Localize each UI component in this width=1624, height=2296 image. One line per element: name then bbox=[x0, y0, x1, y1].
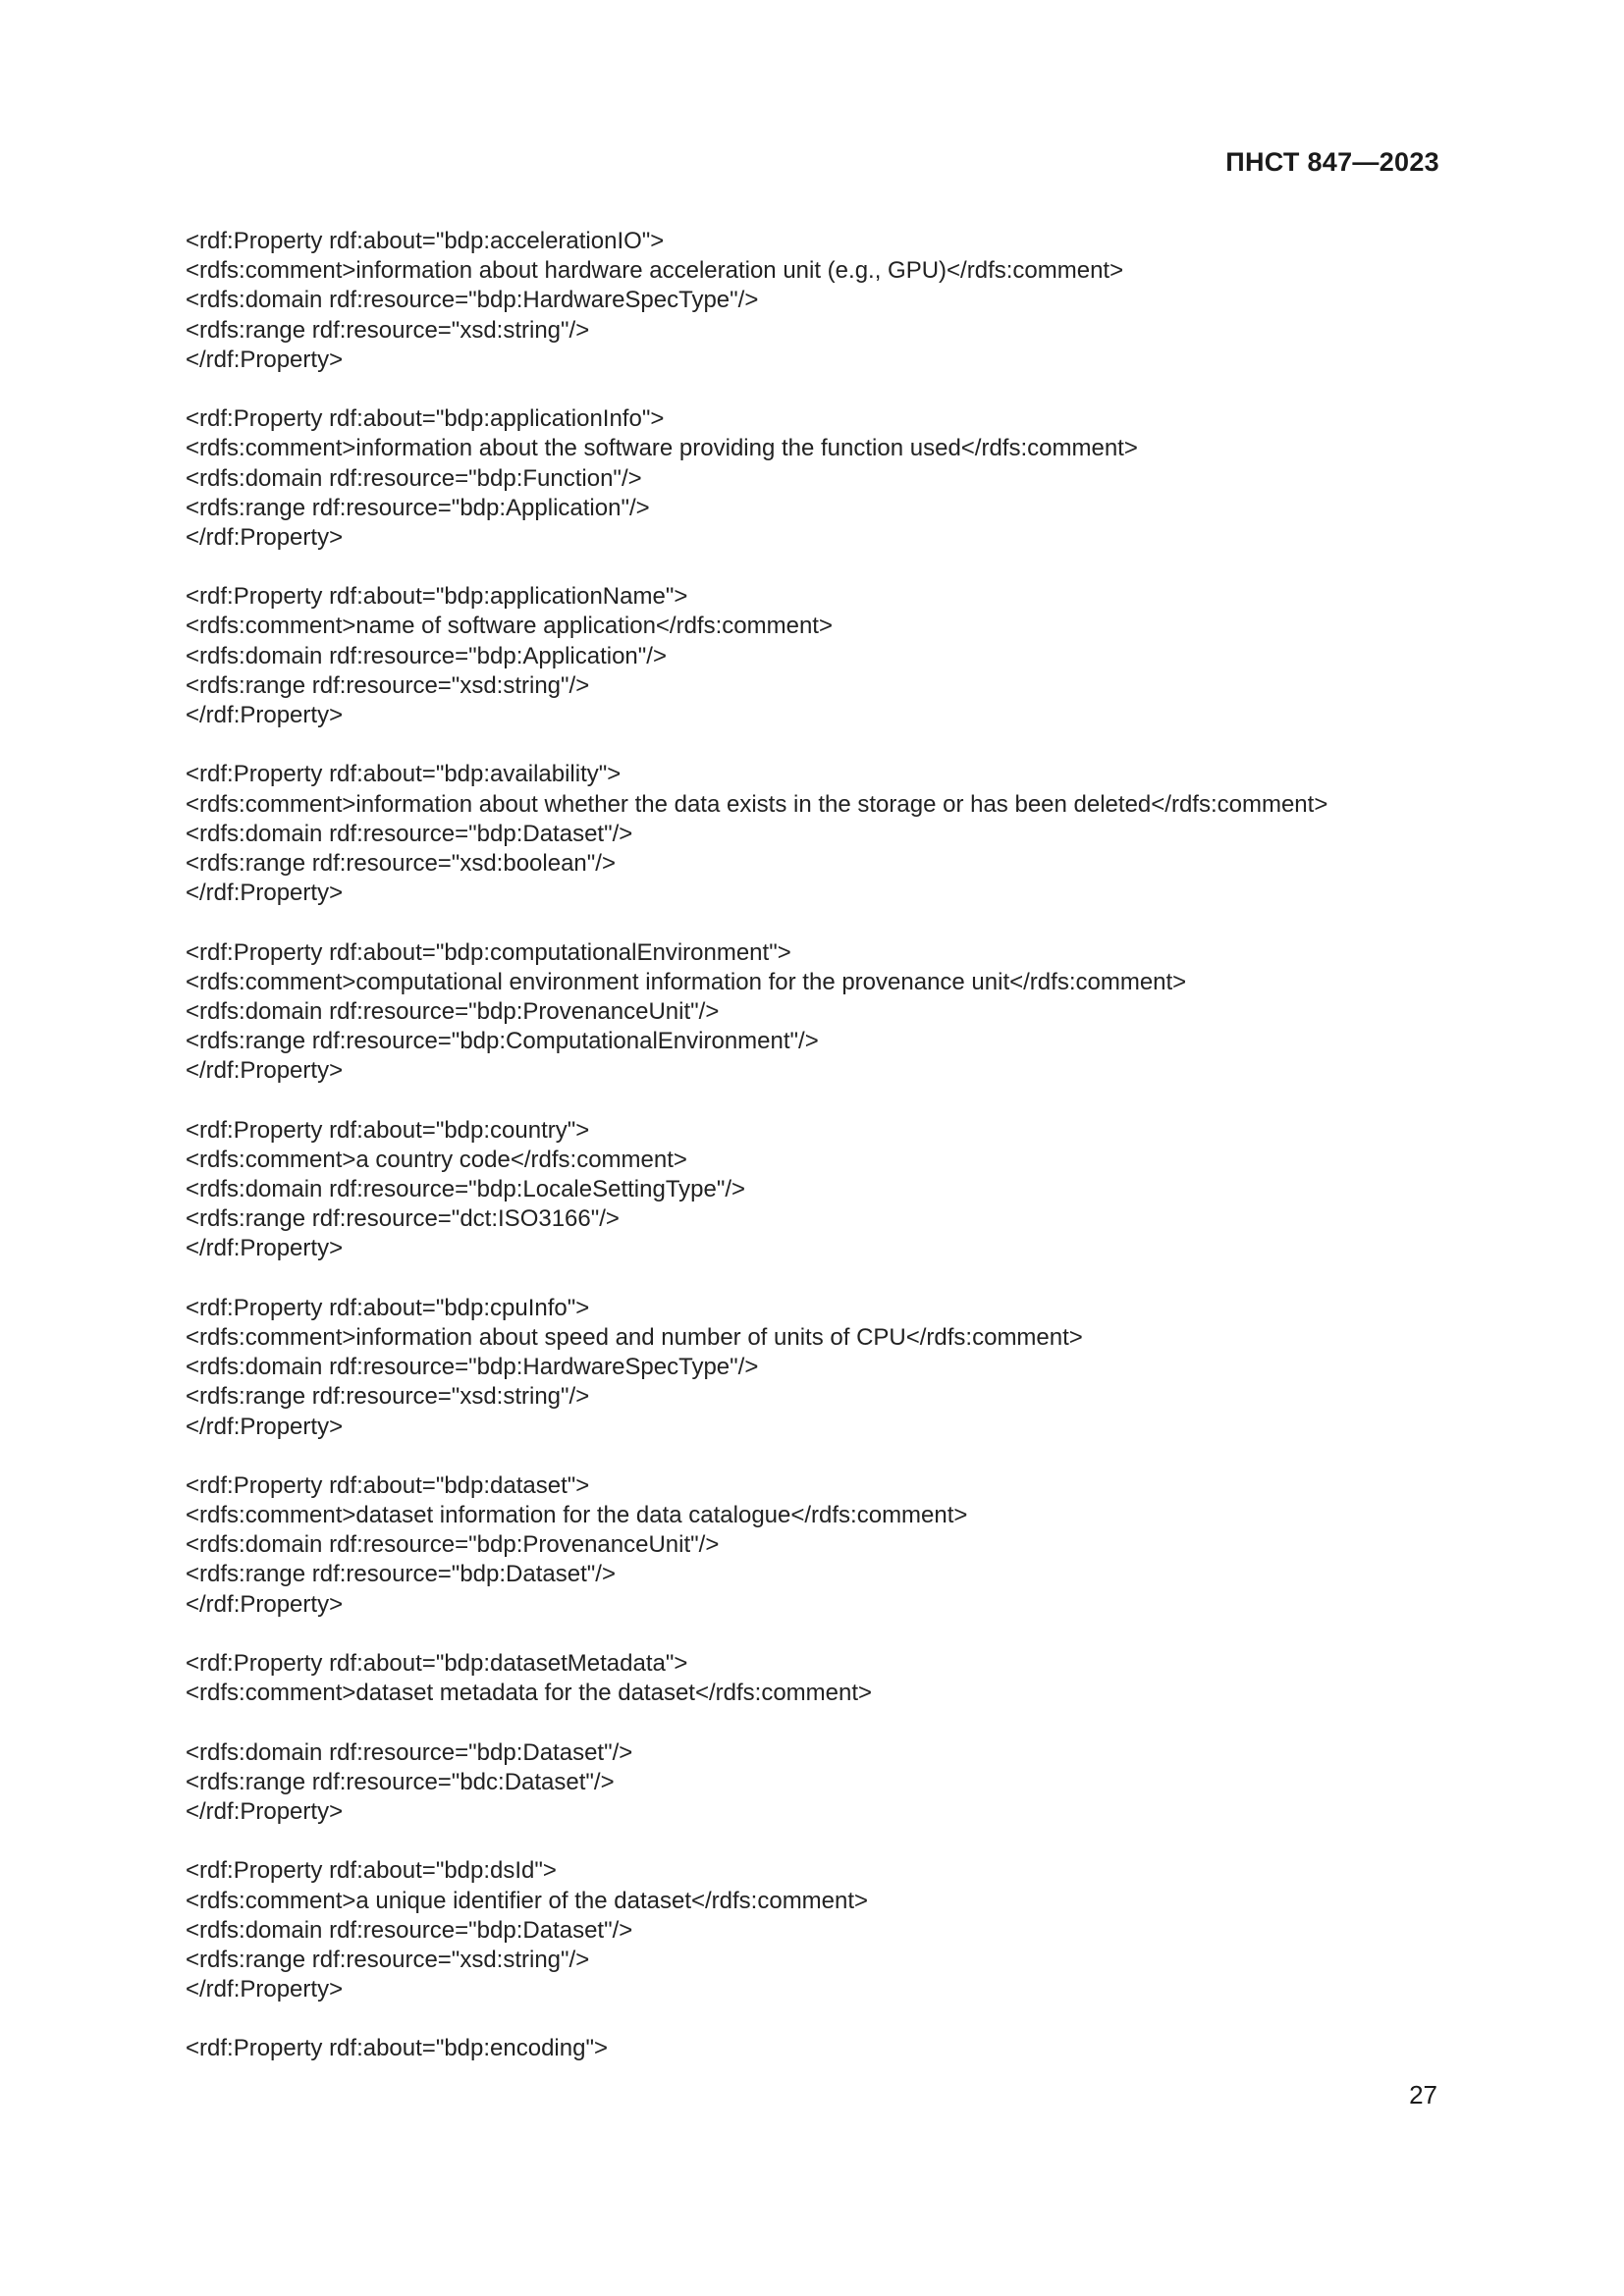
code-line: <rdfs:range rdf:resource="bdc:Dataset"/> bbox=[186, 1768, 615, 1795]
code-line: <rdfs:domain rdf:resource="bdp:LocaleSettingType"/> bbox=[186, 1176, 746, 1202]
blank-line bbox=[186, 1442, 1462, 1471]
code-line: <rdf:Property rdf:about="bdp:dataset"> bbox=[186, 1471, 590, 1499]
code-line: <rdfs:comment>information about hardware acceleration unit (e.g., GPU)</rdfs:comment> bbox=[186, 257, 1124, 285]
code-line: </rdf:Property> bbox=[186, 702, 344, 728]
code-line: <rdfs:range rdf:resource="xsd:string"/> bbox=[186, 671, 590, 699]
code-line: </rdf:Property> bbox=[186, 346, 344, 373]
code-line: <rdfs:comment>computational environment information for the provenance unit</rdfs:comment> bbox=[186, 968, 1187, 995]
code-line: <rdfs:domain rdf:resource="bdp:ProvenanceUnit"/> bbox=[186, 997, 720, 1025]
code-line: <rdfs:domain rdf:resource="bdp:Dataset"/> bbox=[186, 1738, 633, 1766]
code-line: </rdf:Property> bbox=[186, 1797, 344, 1825]
code-line: <rdfs:range rdf:resource="bdp:ComputationalEnvironment"/> bbox=[186, 1028, 819, 1055]
blank-line bbox=[186, 375, 1462, 404]
code-line: <rdfs:range rdf:resource="bdp:Dataset"/> bbox=[186, 1561, 616, 1588]
blank-line bbox=[186, 553, 1462, 582]
document-code-header: ПНСТ 847—2023 bbox=[1225, 147, 1439, 177]
code-line: <rdfs:range rdf:resource="bdp:Application"/> bbox=[186, 494, 650, 521]
code-line: <rdfs:domain rdf:resource="bdp:Function"/> bbox=[186, 464, 642, 492]
blank-line bbox=[186, 908, 1462, 937]
code-line: <rdf:Property rdf:about="bdp:country"> bbox=[186, 1116, 590, 1144]
code-line: <rdfs:comment>a unique identifier of the dataset</rdfs:comment> bbox=[186, 1887, 869, 1914]
code-line: <rdfs:comment>information about whether the data exists in the storage or has been deleted</rdfs:comment> bbox=[186, 790, 1328, 818]
code-line: </rdf:Property> bbox=[186, 1976, 344, 2003]
code-line: <rdfs:comment>information about speed and number of units of CPU</rdfs:comment> bbox=[186, 1323, 1083, 1351]
code-line: <rdf:Property rdf:about="bdp:applicationInfo"> bbox=[186, 405, 665, 433]
code-line: <rdf:Property rdf:about="bdp:encoding"> bbox=[186, 2035, 608, 2062]
code-line: <rdf:Property rdf:about="bdp:availability"> bbox=[186, 761, 622, 788]
code-line: <rdfs:domain rdf:resource="bdp:ProvenanceUnit"/> bbox=[186, 1531, 720, 1559]
blank-line bbox=[186, 1086, 1462, 1115]
code-line: <rdf:Property rdf:about="bdp:datasetMetadata"> bbox=[186, 1650, 688, 1677]
code-line: <rdf:Property rdf:about="bdp:cpuInfo"> bbox=[186, 1294, 590, 1321]
code-line: <rdfs:comment>dataset information for the data catalogue</rdfs:comment> bbox=[186, 1502, 968, 1529]
code-line: <rdfs:range rdf:resource="dct:ISO3166"/> bbox=[186, 1205, 620, 1233]
code-line: <rdfs:range rdf:resource="xsd:boolean"/> bbox=[186, 849, 616, 877]
code-line: <rdfs:comment>name of software application</rdfs:comment> bbox=[186, 613, 833, 640]
blank-line bbox=[186, 1827, 1462, 1856]
blank-line bbox=[186, 1620, 1462, 1649]
code-line: <rdf:Property rdf:about="bdp:applicationName"> bbox=[186, 583, 688, 611]
code-line: <rdfs:domain rdf:resource="bdp:Application"/> bbox=[186, 642, 667, 669]
code-line: <rdfs:range rdf:resource="xsd:string"/> bbox=[186, 316, 590, 344]
code-line: </rdf:Property> bbox=[186, 1413, 344, 1440]
code-line: <rdfs:domain rdf:resource="bdp:Dataset"/> bbox=[186, 820, 633, 847]
blank-line bbox=[186, 2004, 1462, 2034]
code-line: <rdfs:domain rdf:resource="bdp:Dataset"/> bbox=[186, 1916, 633, 1944]
rdf-code-listing bbox=[186, 227, 1462, 2064]
code-line: <rdfs:comment>dataset metadata for the dataset</rdfs:comment> bbox=[186, 1680, 873, 1707]
code-line: <rdfs:domain rdf:resource="bdp:HardwareSpecType"/> bbox=[186, 287, 759, 314]
code-line: <rdf:Property rdf:about="bdp:dsId"> bbox=[186, 1857, 557, 1885]
code-line: <rdfs:range rdf:resource="xsd:string"/> bbox=[186, 1946, 590, 1973]
blank-line bbox=[186, 730, 1462, 760]
code-line: <rdf:Property rdf:about="bdp:accelerationIO"> bbox=[186, 228, 665, 254]
code-line: <rdfs:range rdf:resource="xsd:string"/> bbox=[186, 1383, 590, 1411]
code-line: </rdf:Property> bbox=[186, 880, 344, 907]
code-line: <rdfs:domain rdf:resource="bdp:HardwareSpecType"/> bbox=[186, 1354, 759, 1381]
code-line: </rdf:Property> bbox=[186, 1057, 344, 1085]
code-line: </rdf:Property> bbox=[186, 1590, 344, 1618]
blank-line bbox=[186, 1708, 1462, 1737]
blank-line bbox=[186, 1264, 1462, 1294]
page-number: 27 bbox=[1409, 2080, 1437, 2109]
code-line: <rdf:Property rdf:about="bdp:computationalEnvironment"> bbox=[186, 938, 791, 966]
code-line: <rdfs:comment>information about the software providing the function used</rdfs:comment> bbox=[186, 435, 1138, 462]
code-line: </rdf:Property> bbox=[186, 523, 344, 551]
code-line: <rdfs:comment>a country code</rdfs:comment> bbox=[186, 1146, 687, 1173]
code-line: </rdf:Property> bbox=[186, 1235, 344, 1262]
